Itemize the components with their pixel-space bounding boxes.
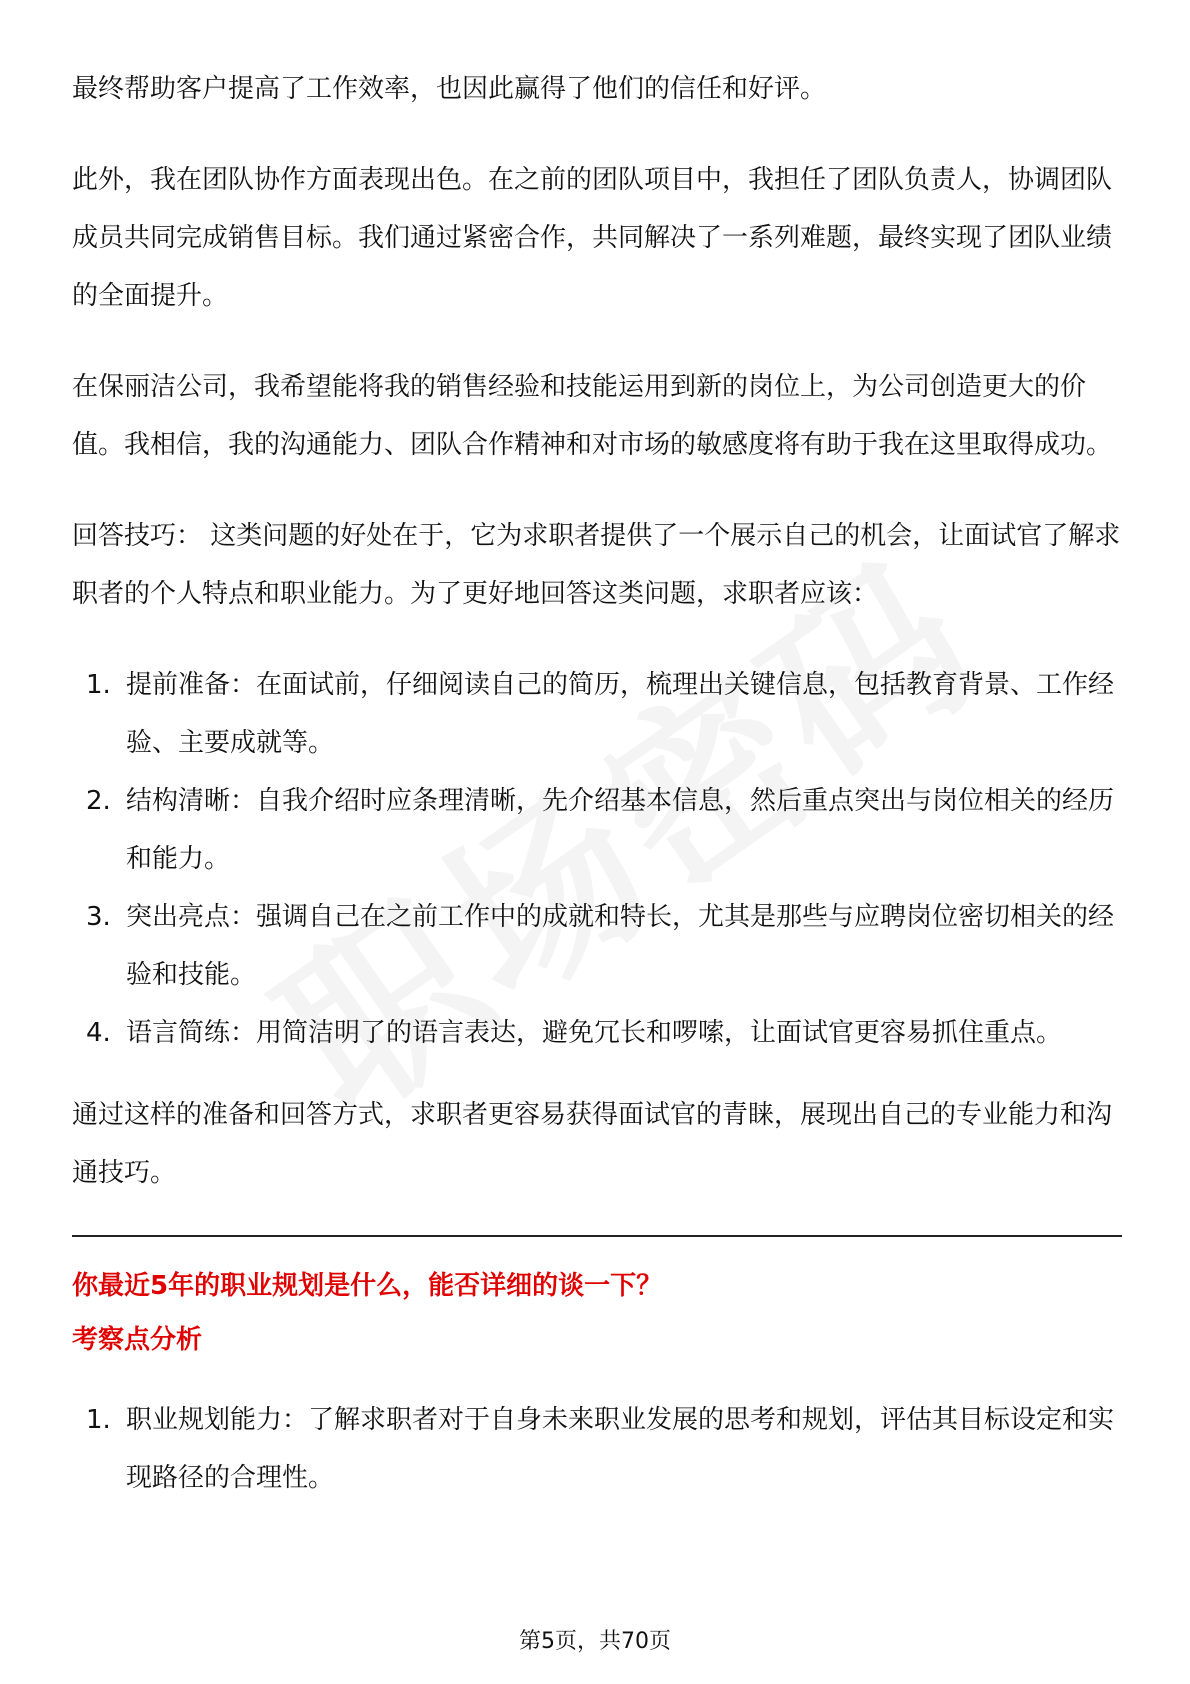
list-item [72,888,1122,1004]
list-item-text: 职业规划能力：了解求职者对于自身未来职业发展的思考和规划，评估其目标设定和实现路径的合理性。 [126,1405,1115,1493]
paragraph-conclusion: 通过这样的准备和回答方式，求职者更容易获得面试官的青睐，展现出自己的专业能力和沟通技巧。 [72,1100,1113,1188]
list-item [72,772,1122,888]
list-number: 2. [86,786,111,816]
list-number: 3. [86,902,111,932]
list-item [72,656,1122,772]
document-body [72,60,1122,1531]
list-number: 1. [86,670,111,700]
list-item-text: 结构清晰：自我介绍时应条理清晰，先介绍基本信息，然后重点突出与岗位相关的经历和能力。 [126,786,1115,874]
paragraph-goal: 在保丽洁公司，我希望能将我的销售经验和技能运用到新的岗位上，为公司创造更大的价值。我相信，我的沟通能力、团队合作精神和对市场的敏感度将有助于我在这里取得成功。 [72,372,1113,460]
section-divider [72,1235,1122,1237]
list-item-text: 突出亮点：强调自己在之前工作中的成就和特长，尤其是那些与应聘岗位密切相关的经验和技能。 [126,902,1115,990]
paragraph-answer-tips: 回答技巧： 这类问题的好处在于，它为求职者提供了一个展示自己的机会，让面试官了解求职者的个人特点和职业能力。为了更好地回答这类问题，求职者应该： [72,521,1121,609]
question-heading: 你最近5年的职业规划是什么，能否详细的谈一下？ [72,1271,663,1301]
paragraph-teamwork: 此外，我在团队协作方面表现出色。在之前的团队项目中，我担任了团队负责人，协调团队成员共同完成销售目标。我们通过紧密合作，共同解决了一系列难题，最终实现了团队业绩的全面提升。 [72,165,1113,311]
list-number: 1. [86,1405,111,1435]
list-item-text: 提前准备：在面试前，仔细阅读自己的简历，梳理出关键信息，包括教育背景、工作经验、主要成就等。 [126,670,1115,758]
list-item [72,1391,1122,1507]
list-number: 4. [86,1018,111,1048]
analysis-heading: 考察点分析 [72,1325,203,1355]
list-item [72,1004,1122,1062]
tips-list [72,656,1122,1062]
list-item-text: 语言简练：用简洁明了的语言表达，避免冗长和啰嗦，让面试官更容易抓住重点。 [126,1018,1063,1048]
analysis-list [72,1391,1122,1507]
page-footer: 第5页，共70页 [519,1629,671,1654]
paragraph-result: 最终帮助客户提高了工作效率，也因此赢得了他们的信任和好评。 [72,74,827,104]
